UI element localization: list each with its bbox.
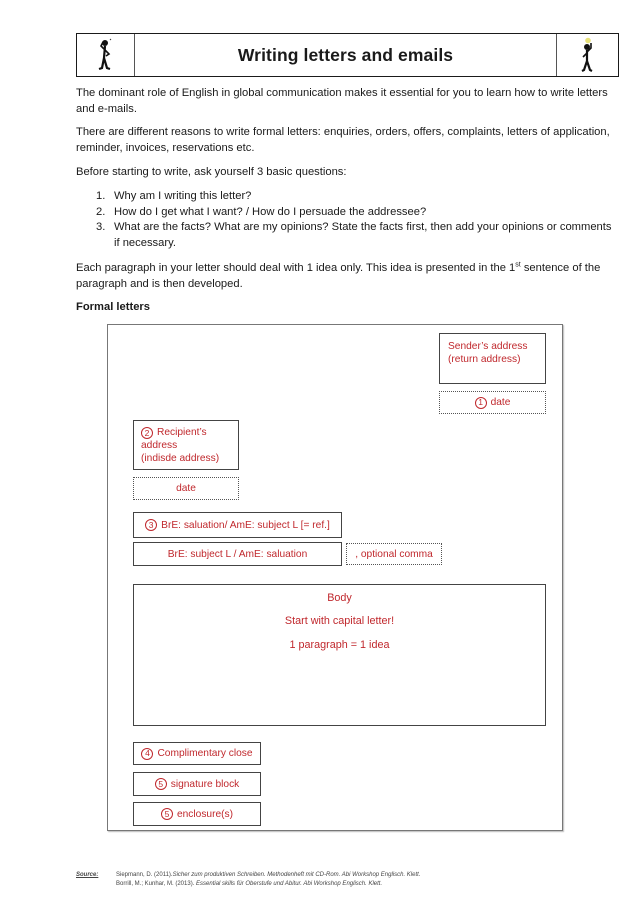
paragraph-rule-before: Each paragraph in your letter should deal with 1 idea only. This idea is presented in the 1 xyxy=(76,262,516,274)
subject-line-box xyxy=(133,542,342,566)
idea-figure-lightbulb-icon xyxy=(578,37,598,73)
optional-comma-label: , optional comma xyxy=(355,548,433,560)
letter-body-box xyxy=(133,584,546,726)
recipient-address-box xyxy=(133,420,239,470)
step-number-badge: 4 xyxy=(141,748,153,760)
paragraph-rule-after: sentence of the paragraph and is then developed. xyxy=(76,262,601,290)
salutation-label: BrE: saluation/ AmE: subject L [= ref.] xyxy=(161,519,330,531)
body-title: Body xyxy=(327,592,352,604)
thinking-figure-icon xyxy=(96,38,116,72)
question-text: How do I get what I want? / How do I persuade the addressee? xyxy=(114,205,427,218)
step-number-badge: 1 xyxy=(475,397,487,409)
body-line-1: Start with capital letter! xyxy=(284,615,395,627)
intro-paragraph-3: Before starting to write, ask yourself 3 basic questions: xyxy=(76,166,347,178)
date-label: date xyxy=(490,397,511,408)
question-text: What are the facts? What are my opinions? State the facts first, then add your opinions or comments if necessary. xyxy=(114,221,612,249)
date-box-sender xyxy=(439,391,546,414)
subject-line-label: BrE: subject L / AmE: saluation xyxy=(167,548,308,560)
sender-address-box xyxy=(439,333,546,384)
signature-block-label: signature block xyxy=(170,778,240,790)
questions-list xyxy=(96,189,616,251)
source-label: Source: xyxy=(76,872,99,878)
body-line-2: 1 paragraph = 1 idea xyxy=(289,639,390,651)
left-icon-cell xyxy=(77,34,135,76)
optional-comma-box xyxy=(346,543,442,565)
recipient-line-3: (indisde address) xyxy=(141,453,220,465)
question-item xyxy=(96,189,616,205)
date-box-recipient xyxy=(133,477,239,500)
source-reference-2: Borrill, M.; Kunhar, M. (2013). Essential skills für Oberstufe und Abitur. Abi Workshop Englisch. Klett. xyxy=(116,881,383,887)
step-number-badge: 5 xyxy=(155,778,167,790)
right-icon-cell xyxy=(556,34,618,76)
salutation-box xyxy=(133,512,342,538)
complimentary-close-label: Complimentary close xyxy=(157,748,253,759)
step-number-badge: 2 xyxy=(141,427,153,439)
question-item xyxy=(96,205,616,221)
question-item xyxy=(96,220,616,251)
title-banner xyxy=(76,33,619,77)
question-number: 3. xyxy=(96,221,106,233)
complimentary-close-box xyxy=(133,742,261,765)
ordinal-suffix: st xyxy=(515,261,521,269)
enclosures-box xyxy=(133,802,261,826)
recipient-line-1: 2 Recipient’s xyxy=(141,426,231,439)
page-title: Writing letters and emails xyxy=(237,44,454,65)
question-number: 2. xyxy=(96,205,106,218)
section-heading-formal-letters: Formal letters xyxy=(76,301,150,313)
sender-line-1: Sender’s address xyxy=(448,341,528,352)
source-references xyxy=(116,871,516,889)
question-number: 1. xyxy=(96,190,106,202)
recipient-line-2: address xyxy=(141,440,178,452)
source-reference-1: Siepmann, D. (2011).Sicher zum produktiven Schreiben. Methodenheft mit CD-Rom. Abi Workshop Englisch. Klett. xyxy=(116,872,421,878)
sender-line-2: (return address) xyxy=(448,354,521,365)
step-number-badge: 3 xyxy=(145,519,157,531)
enclosures-label: enclosure(s) xyxy=(176,808,234,820)
intro-paragraph-1: The dominant role of English in global communication makes it essential for you to learn how to write letters and e-mails. xyxy=(76,87,608,115)
step-number-badge: 5 xyxy=(161,808,173,820)
question-text: Why am I writing this letter? xyxy=(114,190,252,202)
paragraph-rule xyxy=(76,261,616,292)
intro-paragraph-2: There are different reasons to write formal letters: enquiries, orders, offers, complaints, letters of application, reminder, invoices, reservations etc. xyxy=(76,126,610,154)
date-label: date xyxy=(176,483,196,494)
signature-block-box xyxy=(133,772,261,796)
